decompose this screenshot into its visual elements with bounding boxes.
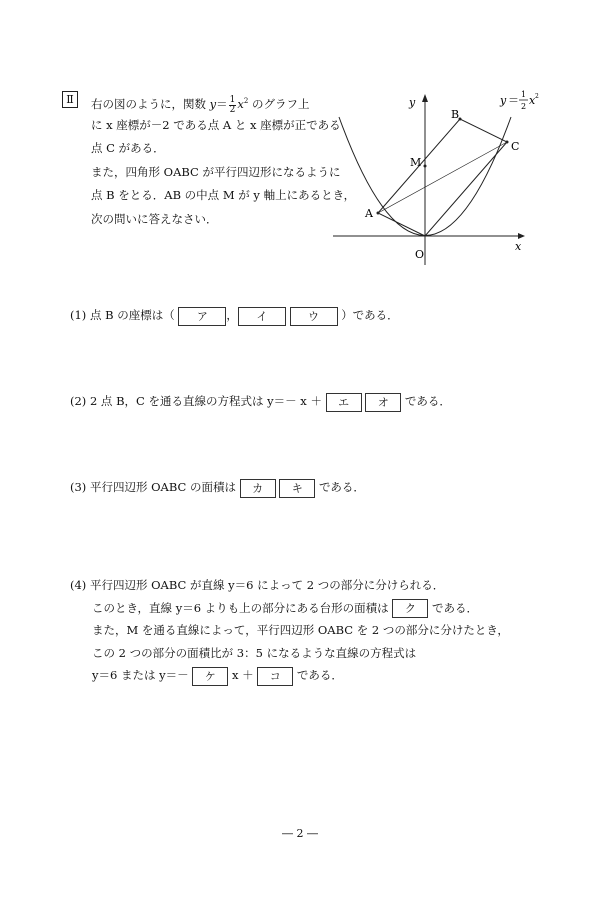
answer-box-i[interactable]: イ (238, 307, 286, 326)
intro-line-1 (91, 90, 331, 114)
label-origin: O (415, 248, 425, 261)
equals: ＝ (216, 97, 228, 111)
q4-line-4: この 2 つの部分の面積比が 3：5 になるような直線の方程式は (92, 645, 417, 660)
intro-line-3: 点 C がある． (91, 141, 165, 155)
intro-line-2: に x 座標が－2 である点 A と x 座標が正である (91, 117, 341, 132)
answer-box-e[interactable]: エ (326, 393, 362, 412)
y-axis-arrow (422, 94, 428, 102)
question-2: (2) 2 点 B，C を通る直線の方程式は y＝－ x ＋ エ オ である． (70, 390, 451, 412)
q4-line-3: また，M を通る直線によって，平行四辺形 OABC を 2 つの部分に分けたとき， (92, 623, 509, 637)
label-x-axis: x (515, 240, 522, 253)
var-x: x (237, 97, 244, 111)
q4-line-2: このとき，直線 y＝6 よりも上の部分にある台形の面積は ク である． (70, 597, 509, 620)
fraction-half: $\frac{1}{2}$ (229, 94, 236, 115)
answer-box-ka[interactable]: カ (240, 479, 276, 498)
intro-line-6: 次の問いに答えなさい． (91, 211, 218, 226)
answer-box-ku[interactable]: ク (392, 599, 428, 618)
point-a-dot (377, 212, 380, 215)
answer-box-ki[interactable]: キ (279, 479, 315, 498)
page-number: ― 2 ― (282, 827, 318, 840)
segment-ac (378, 142, 507, 213)
question-4 (70, 574, 509, 687)
label-b: B (451, 108, 460, 121)
svg-text:y: y (500, 94, 507, 107)
answer-box-ke[interactable]: ケ (192, 667, 228, 686)
point-c-dot (506, 141, 509, 144)
problem-number: Ⅱ (62, 91, 78, 108)
problem-intro (91, 90, 356, 231)
answer-box-ko[interactable]: コ (257, 667, 293, 686)
curve-equation-label (499, 90, 539, 111)
intro-text: 右の図のように，関数 (91, 97, 206, 111)
point-m-dot (424, 165, 427, 168)
label-a: A (365, 207, 373, 220)
answer-box-o[interactable]: オ (365, 393, 401, 412)
answer-box-a[interactable]: ア (178, 307, 226, 326)
q4-line-5: y＝6 または y＝－ ケ x ＋ コ である． (70, 664, 509, 687)
label-m: M (410, 156, 422, 169)
parabola-figure (325, 80, 540, 270)
svg-text:＝: ＝ (508, 94, 519, 107)
svg-text:1: 1 (521, 90, 527, 99)
question-1: (1) 点 B の座標は（ ア ， イ ウ ）である． (70, 304, 399, 326)
label-c: C (511, 140, 520, 153)
x-axis-arrow (518, 233, 525, 239)
intro-line-5: 点 B をとる．AB の中点 M が y 軸上にあるとき， (91, 188, 356, 202)
answer-box-u[interactable]: ウ (290, 307, 338, 326)
svg-text:x: x (529, 94, 536, 107)
label-y-axis: y (409, 96, 416, 109)
intro-line-4: また，四角形 OABC が平行四辺形になるように (91, 164, 341, 179)
var-y: y (209, 97, 217, 111)
q4-line-1: (4) 平行四辺形 OABC が直線 y＝6 によって 2 つの部分に分けられる． (70, 578, 445, 592)
svg-text:2: 2 (521, 102, 527, 111)
svg-text:2: 2 (535, 93, 539, 100)
exponent: 2 (243, 97, 249, 105)
intro-text: のグラフ上 (252, 97, 310, 111)
question-3: (3) 平行四辺形 OABC の面積は カ キ である． (70, 476, 365, 498)
